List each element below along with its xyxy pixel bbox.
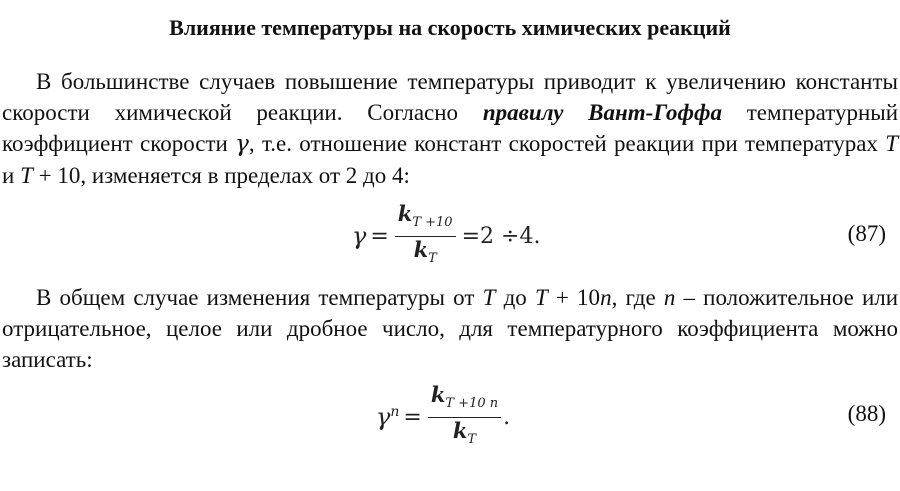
var-T: T: [20, 163, 33, 188]
p1-and: и: [2, 163, 15, 188]
p1-plus10: + 10, изменяется в пределах от 2 до 4:: [38, 163, 410, 188]
p2-plus: + 10: [555, 285, 601, 310]
paragraph-1: [2, 66, 898, 191]
equation-number-87: (87): [847, 221, 886, 246]
var-n: n: [600, 285, 612, 310]
p2-rest: – положительное или отрицательное, целое или дробное число, для температурного коэффициента можно записать:: [2, 285, 899, 372]
var-T: T: [885, 131, 899, 156]
var-T: T: [482, 285, 496, 310]
formula-gamma: γ: [352, 222, 367, 250]
equation-number-88: (88): [847, 401, 886, 426]
formula-power-n: n: [390, 404, 400, 420]
vant-hoff-rule-emphasis: правилу Вант-Гоффа: [482, 100, 722, 125]
p1-text-before-rule: В большинстве случаев повышение температуры приводит к увеличению константы скорости химической реакции. Согласно: [2, 69, 898, 125]
var-T: T: [534, 285, 548, 310]
formula-88: [376, 381, 511, 450]
formula-87: [352, 200, 540, 272]
p2-where: , где: [611, 285, 656, 310]
formula-fraction: [395, 201, 456, 272]
paragraph-2: [2, 282, 898, 375]
fraction-denominator: $k_T$: [452, 417, 477, 447]
formula-period: .: [503, 404, 511, 430]
page-title: Влияние температуры на скорость химических реакций: [169, 15, 731, 40]
gamma-symbol: γ: [235, 131, 249, 157]
p1-text-coefficient: температурный коэффициент скорости: [2, 100, 899, 156]
fraction-denominator: $k_T$: [413, 236, 437, 266]
p2-text1: В общем случае изменения температуры от: [36, 285, 475, 310]
p1-text-ratio: , т.е. отношение констант скоростей реакции при температурах: [248, 131, 878, 156]
formula-equals: =: [370, 223, 389, 249]
formula-equals: =: [403, 404, 422, 430]
var-n: n: [663, 285, 676, 310]
formula-period: .: [533, 223, 541, 249]
formula-fraction: [428, 382, 501, 453]
formula-rhs: =2 ÷4: [461, 223, 534, 249]
fraction-numerator: $k_{T +10 n}$: [430, 381, 499, 411]
formula-gamma: $\gamma^n$: [376, 403, 400, 431]
fraction-numerator: $k_{T +10}$: [397, 200, 453, 230]
p2-to: до: [503, 285, 527, 310]
